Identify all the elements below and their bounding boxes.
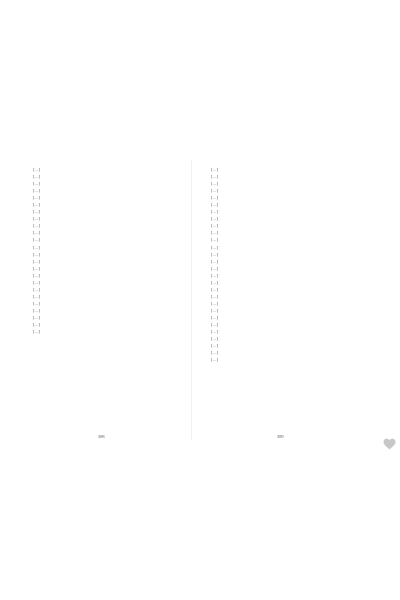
paragraph: […] (33, 286, 40, 292)
paragraph: […] (211, 244, 218, 250)
paragraph: […] (33, 195, 40, 201)
left-page-text (28, 166, 175, 335)
paragraph: […] (211, 181, 218, 187)
paragraph: […] (211, 336, 218, 342)
paragraph: […] (33, 279, 40, 285)
paragraph: […] (211, 286, 218, 292)
paragraph: […] (211, 209, 218, 215)
paragraph: […] (211, 329, 218, 335)
paragraph: […] (211, 265, 218, 271)
page-number-right: 389 (277, 434, 284, 439)
paragraph: […] (211, 174, 218, 180)
paragraph: […] (33, 251, 40, 257)
paragraph: […] (211, 343, 218, 349)
paragraph: […] (33, 202, 40, 208)
paragraph: […] (33, 314, 40, 320)
paragraph: […] (33, 181, 40, 187)
paragraph: […] (211, 258, 218, 264)
paragraph: […] (33, 265, 40, 271)
paragraph: […] (33, 188, 40, 194)
paragraph: […] (211, 307, 218, 313)
paragraph: […] (33, 322, 40, 328)
paragraph: […] (33, 293, 40, 299)
paragraph: […] (211, 322, 218, 328)
paragraph: […] (33, 258, 40, 264)
paragraph: […] (33, 307, 40, 313)
paragraph: […] (211, 237, 218, 243)
paragraph: […] (33, 223, 40, 229)
paragraph: […] (33, 244, 40, 250)
paragraph: […] (211, 350, 218, 356)
paragraph: […] (33, 237, 40, 243)
paragraph: […] (211, 272, 218, 278)
paragraph: […] (33, 329, 40, 335)
paragraph: […] (211, 188, 218, 194)
paragraph: […] (211, 202, 218, 208)
paragraph: […] (33, 174, 40, 180)
paragraph: […] (33, 216, 40, 222)
paragraph: […] (211, 167, 218, 172)
paragraph: […] (211, 223, 218, 229)
paragraph: […] (211, 195, 218, 201)
paragraph: […] (211, 216, 218, 222)
right-page (206, 166, 353, 428)
page-gutter (191, 160, 192, 440)
paragraph: […] (211, 314, 218, 320)
paragraph: […] (211, 300, 218, 306)
left-page (28, 166, 175, 428)
paragraph: […] (33, 230, 40, 236)
paragraph: […] (211, 293, 218, 299)
paragraph: […] (33, 300, 40, 306)
right-page-text (206, 166, 353, 363)
paragraph: […] (211, 251, 218, 257)
heart-icon (383, 438, 396, 450)
paragraph: […] (33, 272, 40, 278)
page-number-left: 388 (98, 434, 105, 439)
paragraph: […] (211, 230, 218, 236)
paragraph: […] (33, 209, 40, 215)
paragraph: […] (33, 167, 40, 172)
paragraph: […] (211, 279, 218, 285)
paragraph: […] (211, 357, 218, 363)
